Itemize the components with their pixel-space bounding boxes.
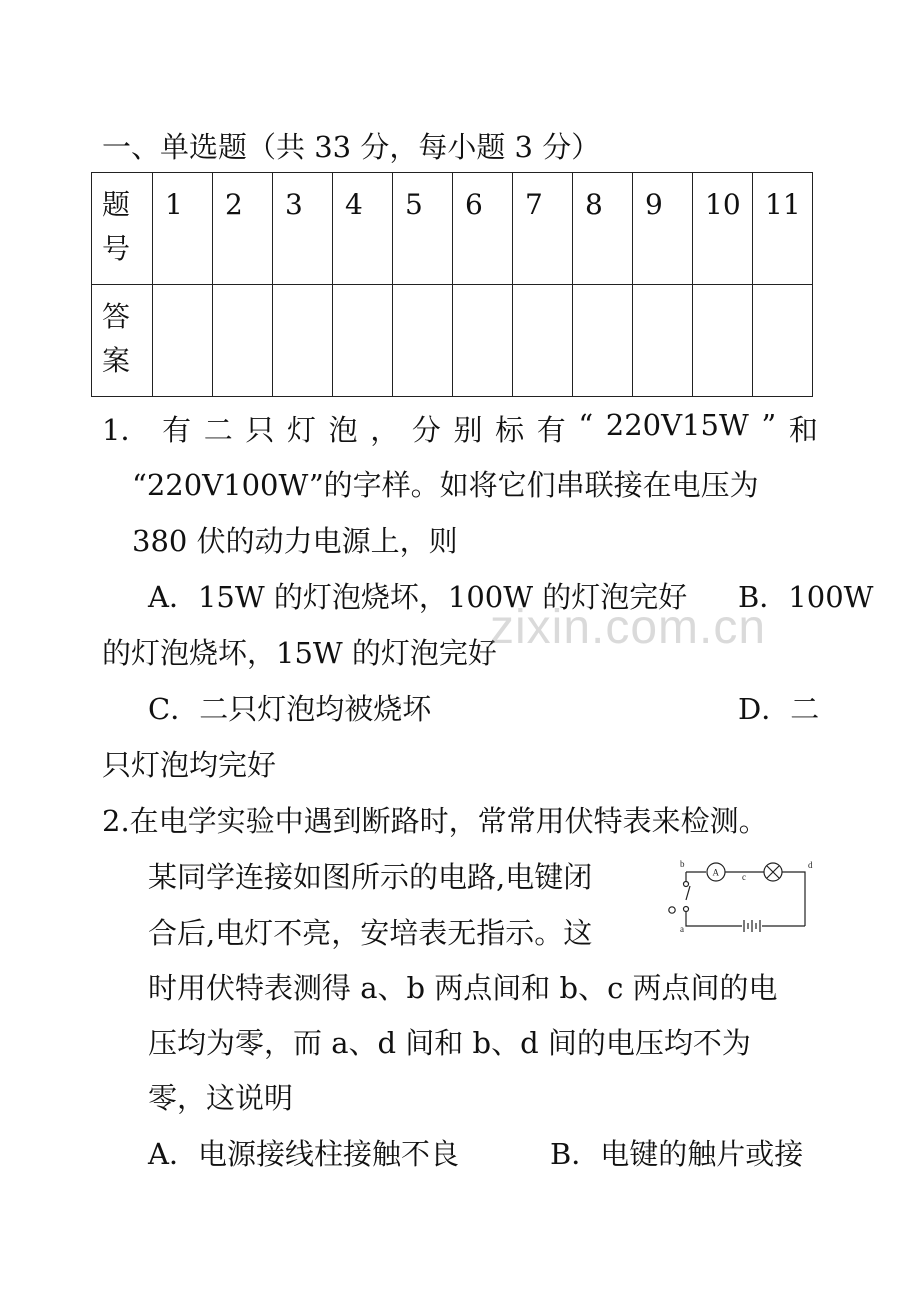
circuit-label-c: c: [742, 872, 746, 882]
answer-cell[interactable]: [393, 285, 453, 397]
question-number-cell: 6: [453, 173, 513, 285]
row-header-answer: 答 案: [92, 285, 153, 397]
circuit-diagram: [662, 852, 822, 934]
answer-cell[interactable]: [333, 285, 393, 397]
question-number-cell: 2: [213, 173, 273, 285]
question-number-cell: 8: [573, 173, 633, 285]
q1-option-b-continued: 的灯泡烧坏，15W 的灯泡完好: [102, 636, 497, 670]
q2-stem-line1: 2.在电学实验中遇到断路时，常常用伏特表来检测。: [102, 804, 768, 838]
question-number-cell: 7: [513, 173, 573, 285]
question-number-cell: 11: [753, 173, 813, 285]
wire-bottom-left: [686, 912, 742, 926]
switch-contact-top: [684, 882, 689, 887]
answer-cell[interactable]: [153, 285, 213, 397]
answer-cell[interactable]: [273, 285, 333, 397]
switch-contact-bottom: [684, 907, 689, 912]
section-title: 一、单选题（共 33 分，每小题 3 分）: [102, 130, 601, 164]
q2-option-a[interactable]: A．电源接线柱接触不良: [148, 1137, 459, 1171]
q2-stem-line5: 压均为零，而 a、d 间和 b、d 间的电压均不为: [148, 1026, 751, 1060]
answer-cell[interactable]: [693, 285, 753, 397]
answer-table: [91, 172, 813, 397]
answer-cell[interactable]: [453, 285, 513, 397]
q2-option-b[interactable]: B．电键的触片或接: [550, 1137, 804, 1171]
wire-top-right: [782, 872, 805, 926]
q1-option-c[interactable]: C．二只灯泡均被烧坏: [148, 692, 432, 726]
row-header-number: 题 号: [92, 173, 153, 285]
table-row-numbers: [92, 173, 813, 285]
question-number-cell: 9: [633, 173, 693, 285]
question-number-cell: 5: [393, 173, 453, 285]
switch-knob: [669, 907, 675, 913]
table-row-answers: [92, 285, 813, 397]
lamp-cross: [767, 866, 779, 878]
q1-stem-line1: 1． 有 二 只 灯 泡 ， 分 别 标 有 “ 220V15W ” 和: [102, 408, 818, 447]
q2-stem-line2: 某同学连接如图所示的电路,电键闭: [148, 860, 593, 894]
answer-cell[interactable]: [513, 285, 573, 397]
answer-cell[interactable]: [753, 285, 813, 397]
q1-stem-line3: 380 伏的动力电源上，则: [132, 524, 458, 558]
q1-option-d-continued: 只灯泡均完好: [102, 748, 277, 782]
answer-cell[interactable]: [213, 285, 273, 397]
ammeter-label: A: [712, 867, 719, 878]
switch-blade: [686, 886, 690, 900]
circuit-label-b: b: [680, 859, 685, 869]
q1-option-a[interactable]: A．15W 的灯泡烧坏，100W 的灯泡完好: [148, 580, 688, 614]
circuit-label-a: a: [680, 924, 684, 934]
q2-stem-line4: 时用伏特表测得 a、b 两点间和 b、c 两点间的电: [148, 971, 778, 1005]
question-number-cell: 4: [333, 173, 393, 285]
circuit-label-d: d: [808, 860, 813, 870]
battery-symbol: [744, 920, 760, 932]
q2-stem-line3: 合后,电灯不亮，安培表无指示。这: [148, 916, 593, 950]
watermark-text: zixin.com.cn: [490, 601, 767, 654]
q2-stem-line6: 零，这说明: [148, 1081, 294, 1115]
question-number-cell: 1: [153, 173, 213, 285]
q1-option-b[interactable]: B．100W: [738, 580, 874, 614]
q1-stem-line2: “220V100W”的字样。如将它们串联接在电压为: [132, 468, 759, 502]
q1-option-d[interactable]: D．二: [738, 692, 820, 726]
question-number-cell: 10: [693, 173, 753, 285]
answer-cell[interactable]: [633, 285, 693, 397]
answer-cell[interactable]: [573, 285, 633, 397]
question-number-cell: 3: [273, 173, 333, 285]
